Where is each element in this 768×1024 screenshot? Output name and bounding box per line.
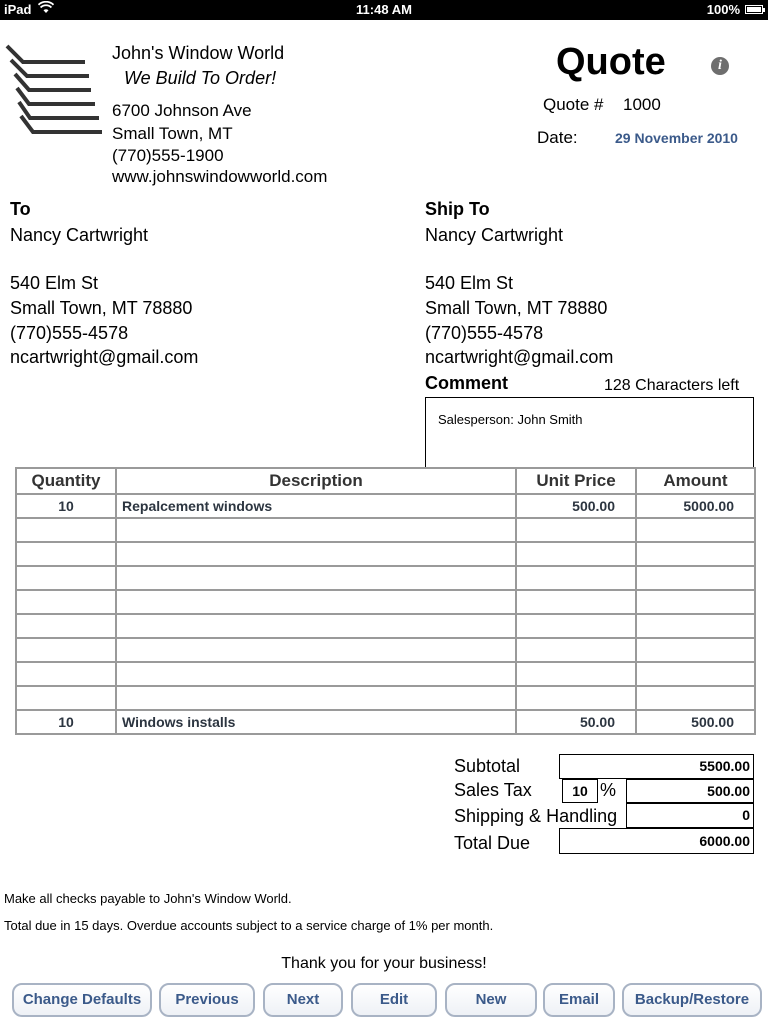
cell-unit-price[interactable] bbox=[516, 518, 636, 542]
to-phone[interactable]: (770)555-4578 bbox=[10, 323, 129, 343]
cell-quantity[interactable] bbox=[16, 638, 116, 662]
tax-percent-sign: % bbox=[600, 780, 617, 800]
col-header-unit-price: Unit Price bbox=[516, 468, 636, 494]
tax-rate-field[interactable]: 10 bbox=[562, 779, 598, 803]
cell-unit-price[interactable] bbox=[516, 662, 636, 686]
col-header-description: Description bbox=[116, 468, 516, 494]
to-city[interactable]: Small Town, MT 78880 bbox=[10, 298, 193, 318]
cell-unit-price[interactable]: 50.00 bbox=[516, 710, 636, 734]
cell-amount[interactable] bbox=[636, 590, 755, 614]
table-row[interactable] bbox=[16, 566, 755, 590]
cell-description[interactable] bbox=[116, 638, 516, 662]
change-defaults-button[interactable]: Change Defaults bbox=[12, 983, 152, 1017]
previous-button[interactable]: Previous bbox=[159, 983, 255, 1017]
battery-percent: 100% bbox=[706, 2, 740, 17]
cell-unit-price[interactable] bbox=[516, 566, 636, 590]
items-table bbox=[15, 467, 756, 735]
cell-amount[interactable]: 5000.00 bbox=[636, 494, 755, 518]
to-name[interactable]: Nancy Cartwright bbox=[10, 225, 149, 245]
email-button[interactable]: Email bbox=[543, 983, 615, 1017]
cell-description[interactable] bbox=[116, 614, 516, 638]
table-row[interactable] bbox=[16, 686, 755, 710]
company-logo bbox=[5, 44, 105, 149]
table-row[interactable] bbox=[16, 518, 755, 542]
quote-number-label: Quote # bbox=[543, 95, 604, 114]
cell-description[interactable] bbox=[116, 518, 516, 542]
cell-amount[interactable] bbox=[636, 638, 755, 662]
cell-description[interactable] bbox=[116, 542, 516, 566]
battery-icon bbox=[745, 5, 763, 14]
cell-description[interactable] bbox=[116, 566, 516, 590]
cell-unit-price[interactable]: 500.00 bbox=[516, 494, 636, 518]
table-row[interactable] bbox=[16, 662, 755, 686]
comment-chars-left: 128 Characters left bbox=[604, 377, 740, 394]
table-row[interactable] bbox=[16, 614, 755, 638]
cell-quantity[interactable] bbox=[16, 518, 116, 542]
quote-number[interactable]: 1000 bbox=[623, 95, 661, 114]
cell-quantity[interactable] bbox=[16, 590, 116, 614]
sales-tax-label: Sales Tax bbox=[454, 780, 532, 800]
ship-to-city[interactable]: Small Town, MT 78880 bbox=[425, 298, 608, 318]
subtotal-label: Subtotal bbox=[454, 756, 521, 776]
cell-description[interactable] bbox=[116, 662, 516, 686]
cell-quantity[interactable] bbox=[16, 542, 116, 566]
tax-amount-value: 500.00 bbox=[626, 779, 754, 803]
device-label: iPad bbox=[4, 2, 32, 17]
shipping-value[interactable]: 0 bbox=[626, 803, 754, 828]
company-address1: 6700 Johnson Ave bbox=[112, 101, 252, 120]
ship-to-name[interactable]: Nancy Cartwright bbox=[425, 225, 564, 245]
company-phone: (770)555-1900 bbox=[112, 146, 224, 165]
ship-to-phone[interactable]: (770)555-4578 bbox=[425, 323, 544, 343]
cell-quantity[interactable] bbox=[16, 662, 116, 686]
cell-quantity[interactable] bbox=[16, 686, 116, 710]
new-button[interactable]: New bbox=[445, 983, 537, 1017]
ship-to-street[interactable]: 540 Elm St bbox=[425, 273, 514, 293]
subtotal-value: 5500.00 bbox=[559, 754, 754, 779]
quote-title: Quote bbox=[556, 41, 666, 83]
edit-button[interactable]: Edit bbox=[351, 983, 437, 1017]
to-email[interactable]: ncartwright@gmail.com bbox=[10, 347, 199, 367]
company-name: John's Window World bbox=[112, 43, 285, 63]
to-street[interactable]: 540 Elm St bbox=[10, 273, 99, 293]
cell-amount[interactable] bbox=[636, 566, 755, 590]
ship-to-email[interactable]: ncartwright@gmail.com bbox=[425, 347, 614, 367]
cell-unit-price[interactable] bbox=[516, 638, 636, 662]
table-row[interactable] bbox=[16, 590, 755, 614]
cell-quantity[interactable]: 10 bbox=[16, 494, 116, 518]
cell-unit-price[interactable] bbox=[516, 614, 636, 638]
cell-description[interactable]: Repalcement windows bbox=[116, 494, 516, 518]
terms-note: Total due in 15 days. Overdue accounts subject to a service charge of 1% per month. bbox=[4, 918, 494, 933]
cell-unit-price[interactable] bbox=[516, 590, 636, 614]
total-due-value: 6000.00 bbox=[559, 828, 754, 854]
table-header-row bbox=[16, 468, 755, 494]
quote-date[interactable]: 29 November 2010 bbox=[615, 130, 738, 146]
next-button[interactable]: Next bbox=[263, 983, 343, 1017]
date-label: Date: bbox=[537, 128, 578, 147]
company-address2: Small Town, MT bbox=[112, 124, 233, 143]
comment-heading: Comment bbox=[425, 373, 509, 393]
cell-quantity[interactable]: 10 bbox=[16, 710, 116, 734]
cell-amount[interactable] bbox=[636, 686, 755, 710]
backup-restore-button[interactable]: Backup/Restore bbox=[622, 983, 762, 1017]
cell-description[interactable]: Windows installs bbox=[116, 710, 516, 734]
cell-amount[interactable]: 500.00 bbox=[636, 710, 755, 734]
cell-description[interactable] bbox=[116, 590, 516, 614]
company-website: www.johnswindowworld.com bbox=[112, 167, 328, 186]
col-header-quantity: Quantity bbox=[16, 468, 116, 494]
cell-amount[interactable] bbox=[636, 662, 755, 686]
shipping-label: Shipping & Handling bbox=[454, 806, 618, 826]
thank-you-note: Thank you for your business! bbox=[281, 955, 487, 972]
clock: 11:48 AM bbox=[356, 2, 412, 17]
cell-unit-price[interactable] bbox=[516, 686, 636, 710]
info-icon[interactable]: i bbox=[711, 57, 729, 75]
cell-unit-price[interactable] bbox=[516, 542, 636, 566]
table-row[interactable] bbox=[16, 710, 755, 734]
status-bar bbox=[0, 0, 768, 20]
payment-note: Make all checks payable to John's Window World. bbox=[4, 891, 292, 906]
comment-box[interactable] bbox=[425, 397, 754, 469]
cell-quantity[interactable] bbox=[16, 566, 116, 590]
company-tagline: We Build To Order! bbox=[124, 68, 277, 88]
ship-to-heading: Ship To bbox=[425, 199, 490, 219]
col-header-amount: Amount bbox=[636, 468, 755, 494]
cell-amount[interactable] bbox=[636, 614, 755, 638]
total-due-label: Total Due bbox=[454, 833, 531, 853]
cell-quantity[interactable] bbox=[16, 614, 116, 638]
table-row[interactable] bbox=[16, 542, 755, 566]
table-row[interactable] bbox=[16, 494, 755, 518]
to-heading: To bbox=[10, 199, 31, 219]
comment-text: Salesperson: John Smith bbox=[438, 412, 583, 427]
table-row[interactable] bbox=[16, 638, 755, 662]
cell-description[interactable] bbox=[116, 686, 516, 710]
cell-amount[interactable] bbox=[636, 542, 755, 566]
cell-amount[interactable] bbox=[636, 518, 755, 542]
